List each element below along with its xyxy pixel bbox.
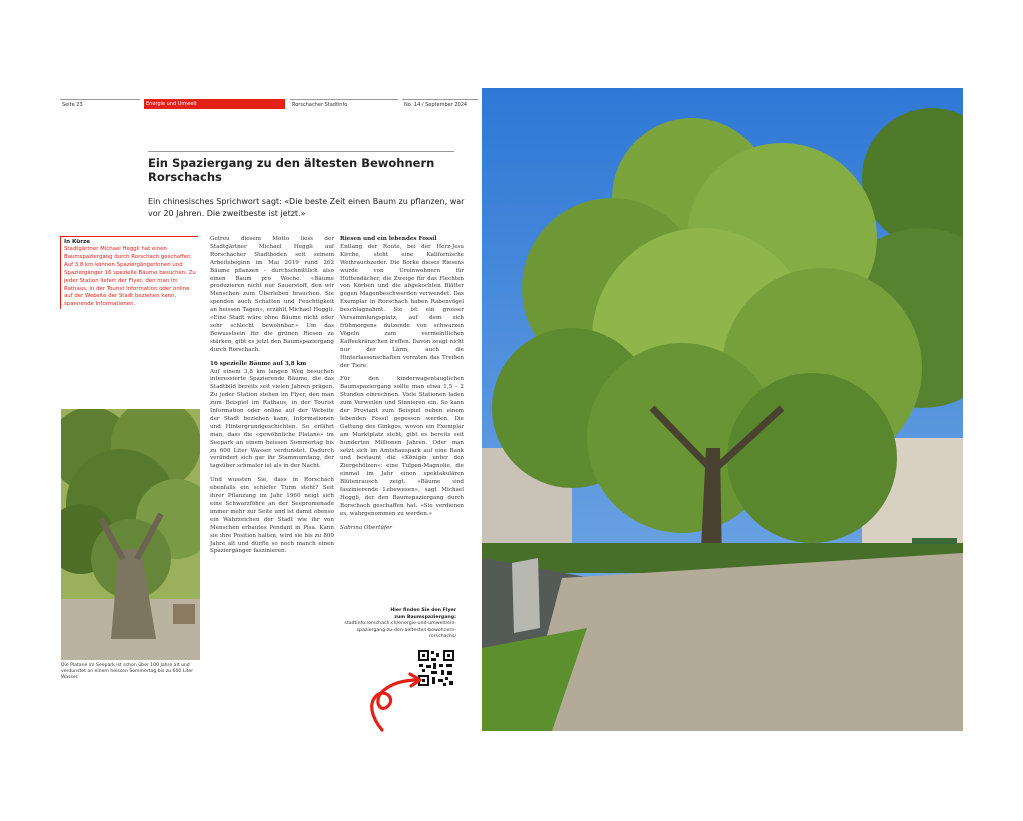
publication-name: Rorschacher Stadtinfo [290, 99, 398, 109]
chestnut-tree-photo [482, 88, 963, 731]
summary-box [60, 236, 198, 309]
flyer-title-line-2: zum Baumspaziergang: [394, 614, 456, 620]
article-lead: Ein chinesisches Sprichwort sagt: «Die beste Zeit einen Baum zu pflanzen, war vor 20 Jahren. Die zweitbeste ist jetzt.» [148, 197, 465, 218]
author: Sabrina Obertüfer [340, 524, 392, 531]
paragraph: Getreu diesem Motto liess der Stadtgärtner Michael Heggli auf Rorschacher Stadtboden seit seinem Arbeitsbeginn im Mai 2019 rund 262 Bäume pflanzen – durchschnittlich also einen Baum pro Woche. «Bäume produzieren nicht nur Sauerstoff, den wir Menschen zum Überleben brauchen. Sie spenden auch Schatten und Feuchtigkeit an heissen Tagen», erzählt Michael Heggli. «Eine Stadt wäre ohne Bäume nicht oder sehr schlecht bewohnbar.» Um das Bewusstsein für die grünen Riesen zu stärken, gibt es jetzt den Baumspaziergang durch Rorschach. [210, 236, 334, 353]
red-arrow-icon [354, 670, 424, 732]
flyer-info [344, 608, 456, 641]
subheading: Riesen und ein lebendes Fossil [340, 236, 437, 242]
flyer-link[interactable]: stadtinfo.rorschach.ch/energie-und-umwelt/ein-spaziergang-zu-den-aeltesten-bewohnern-rorschachs/ [344, 621, 456, 640]
paragraph: Für den kinderwagentauglichen Baumspaziergang sollte man etwa 1,5 – 2 Stunden einrechnen. Viele Stationen laden zum Verweilen und Sinnieren ein. So kann der Proviant zum Beispiel neben einem lebenden Fossil gegessen werden. Die Gattung des Ginkgos, wovon ein Exemplar am Marktplatz steht, gibt es bereits seit hunderten Millionen Jahren. Oder man setzt sich im Amtshauspark auf eine Bank und bestaunt die «Königin unter den Ziergehölzen»: eine Tulpen-Magnolie, die einmal im Jahr einen spektakulären Blütenrausch zeigt. «Bäume sind faszinierende Lebewesen», sagt Michael Heggli, der den Baumspaziergang durch Rorschach geschaffen hat. «Sie verdienen es, wahrgenommen zu werden.» [340, 376, 464, 517]
section-label: Energie und Umwelt [144, 99, 285, 109]
paragraph: Entlang der Route, bei der Herz-Jesu Kirche, steht eine Kalifornische Weihrauchzeder. Die Borke dieses Riesens wurde von Ureinwohnern für Hüttendächer, die Zweige für das Flechten von Körben und die abgekochten Blätter gegen Magenbeschwerden verwendet. Das Exemplar in Rorschach haben Rabenvögel beschlagnahmt. Sie ist ein grosser Versammlungsplatz, auf dem sich frühmorgens dutzende von schwarzen Vögeln zum vermeintlichen Kaffeekränzchen treffen. Davon zeugt nicht nur der Lärm, auch die Hinterlassenschaften verraten das Treiben der Tiere. [340, 243, 464, 369]
article-column-3 [340, 236, 464, 539]
article-title: Ein Spaziergang zu den ältesten Bewohnern Rorschachs [148, 156, 435, 184]
subheading: 16 spezielle Bäume auf 3,8 km [210, 360, 307, 367]
issue-label: No. 14 / September 2024 [402, 99, 478, 109]
summary-title: In Kürze [64, 239, 91, 245]
flyer-title-line-1: Hier finden Sie den Flyer [390, 608, 456, 613]
magazine-page [44, 88, 482, 732]
paragraph: Auf einem 3,8 km langen Weg besuchen interessierte Spazierende Bäume, die das Stadtbild bereits seit vielen Jahren prägen. Zu jeder Station stehen im Flyer, den man zum Beispiel im Rathaus, in der Tourist Information oder online auf der Website der Stadt beziehen kann, Informationen und Hintergrundgeschichten. So erfährt man, dass die «gewöhnliche Platane» im Seepark an einem heissen Sommertag bis zu 600 Liter Wasser verdunstet. Dadurch verändert sich gar ihr Stammumfang, der tagsüber schmaler ist als in der Nacht. [210, 368, 334, 470]
paragraph: Und wussten Sie, dass in Rorschach ebenfalls ein schiefer Turm steht? Seit ihrer Pflanzung im Jahr 1960 neigt sich eine Schwarzföhre an der Seepromenade immer mehr zur Seite und ist damit ebenso ein Wahrzeichen der Stadt wie ihr von Menschen erbautes Pendant in Pisa. Kann sie ihre Position halten, wird sie bis zu 800 Jahre alt und dürfte so noch manch einen Spaziergänger faszinieren. [210, 477, 334, 555]
page-number: Seite 23 [60, 99, 140, 109]
photo-caption: Die Platane im Seepark ist schon über 100 Jahre alt und verdunstet an einem heissen Sommertag bis zu 600 Liter Wasser. [61, 663, 194, 681]
title-rule [148, 151, 454, 152]
summary-text: Stadtgärtner Michael Heggli hat einen Baumspaziergang durch Rorschach geschaffen. Auf 3,8 km können Spaziergängerinnen und Spaziergänger 16 spezielle Bäume besuchen. Zu jeder Station liefert der Flyer, den man im Rathaus, in der Tourist Information oder online auf der Website der Stadt beziehen kann, spannende Informationen. [64, 246, 196, 308]
article-column-2 [210, 236, 334, 562]
plane-tree-photo [61, 409, 200, 660]
